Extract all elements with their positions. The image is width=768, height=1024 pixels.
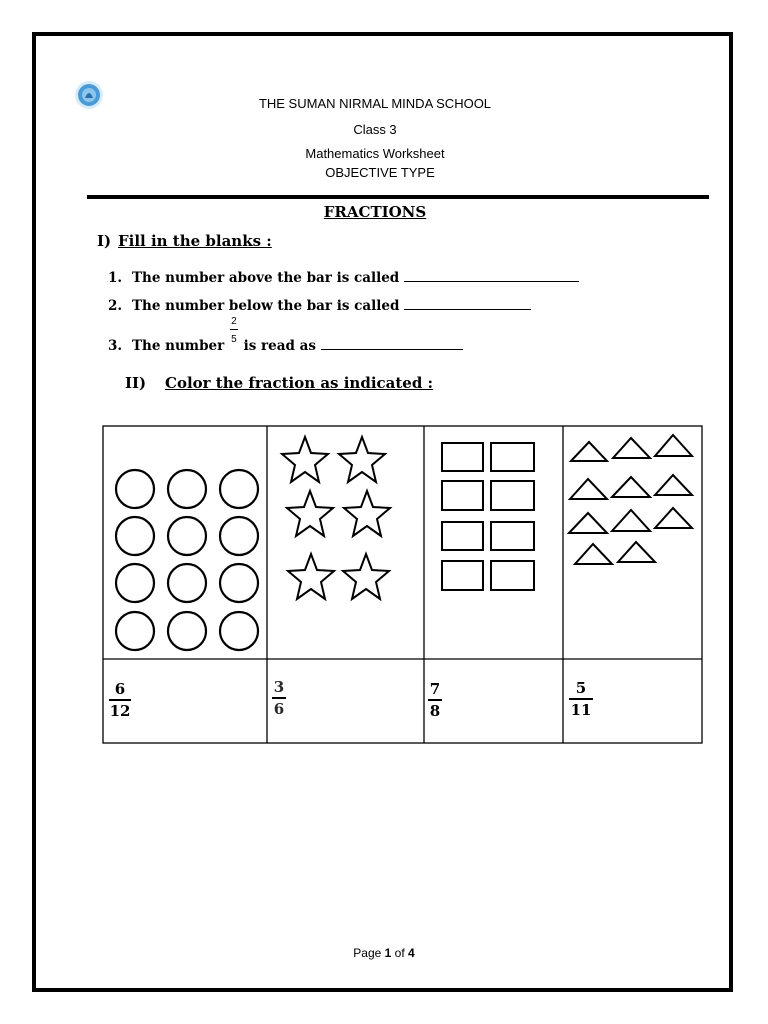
rectangle-shape[interactable] [442, 481, 483, 510]
star-shape[interactable] [282, 437, 328, 482]
triangle-group [569, 435, 692, 564]
circle-shape[interactable] [168, 612, 206, 650]
fraction-label-rectangles [428, 680, 442, 720]
triangle-shape[interactable] [655, 475, 692, 495]
rectangle-shape[interactable] [491, 522, 534, 550]
rectangle-shape[interactable] [442, 561, 483, 590]
table-frame [103, 426, 702, 743]
fraction-label-circles [109, 680, 131, 720]
triangle-shape[interactable] [655, 508, 692, 528]
rectangle-shape[interactable] [491, 443, 534, 471]
type-line: OBJECTIVE TYPE [325, 165, 435, 180]
footer-current-page: 1 [384, 946, 392, 960]
question-text-before: The number [132, 338, 225, 354]
triangle-shape[interactable] [612, 477, 650, 497]
fraction-denominator: 12 [109, 701, 131, 720]
circle-shape[interactable] [168, 470, 206, 508]
fraction-bar [272, 697, 286, 699]
star-shape[interactable] [287, 491, 333, 536]
triangle-shape[interactable] [612, 510, 650, 531]
question-text: The number below the bar is called [132, 298, 400, 314]
circle-shape[interactable] [168, 517, 206, 555]
circle-group [116, 470, 258, 650]
fraction-bar [428, 699, 442, 701]
rectangle-shape[interactable] [491, 561, 534, 590]
rectangle-shape[interactable] [442, 522, 483, 550]
triangle-shape[interactable] [575, 544, 612, 564]
triangle-shape[interactable] [569, 513, 607, 533]
section2-number: II) [125, 374, 147, 392]
question-number: 1. [108, 270, 123, 286]
question-text: The number above the bar is called [132, 270, 400, 286]
triangle-shape[interactable] [655, 435, 692, 456]
rectangle-shape[interactable] [491, 481, 534, 510]
circle-shape[interactable] [220, 564, 258, 602]
fraction-numerator: 6 [114, 680, 126, 698]
fraction-label-triangles [569, 679, 593, 719]
star-group [282, 437, 390, 599]
fraction-label-stars [272, 678, 286, 718]
fraction-denominator: 6 [273, 699, 285, 718]
fraction-denominator: 11 [570, 700, 592, 719]
footer-prefix: Page [353, 946, 382, 960]
footer-total-pages: 4 [408, 946, 415, 960]
school-name: THE SUMAN NIRMAL MINDA SCHOOL [258, 96, 492, 111]
fraction-numerator: 5 [575, 679, 587, 697]
section1-title: Fill in the blanks : [118, 232, 272, 250]
triangle-shape[interactable] [570, 479, 607, 499]
section1-number: I) [97, 232, 112, 250]
circle-shape[interactable] [220, 517, 258, 555]
footer-of: of [394, 946, 405, 960]
circle-shape[interactable] [220, 470, 258, 508]
page-footer [300, 946, 468, 960]
inline-fraction-denominator: 5 [231, 334, 237, 345]
triangle-shape[interactable] [613, 438, 650, 458]
question-number: 3. [108, 338, 123, 354]
class-line: Class 3 [353, 122, 397, 137]
rectangle-shape[interactable] [442, 443, 483, 471]
triangle-shape[interactable] [618, 542, 655, 562]
fraction-numerator: 3 [273, 678, 285, 696]
inline-fraction-numerator: 2 [231, 316, 237, 327]
page-title: FRACTIONS [323, 203, 427, 221]
circle-shape[interactable] [116, 517, 154, 555]
circle-shape[interactable] [168, 564, 206, 602]
fraction-bar [569, 698, 593, 700]
star-shape[interactable] [343, 554, 389, 599]
rectangle-group [442, 443, 534, 590]
worksheet-line: Mathematics Worksheet [305, 146, 445, 161]
circle-shape[interactable] [116, 564, 154, 602]
question-number: 2. [108, 298, 123, 314]
star-shape[interactable] [339, 437, 385, 482]
circle-shape[interactable] [116, 470, 154, 508]
fraction-denominator: 8 [429, 701, 441, 720]
fraction-numerator: 7 [429, 680, 441, 698]
triangle-shape[interactable] [571, 442, 607, 461]
star-shape[interactable] [344, 491, 390, 536]
star-shape[interactable] [288, 554, 334, 599]
circle-shape[interactable] [116, 612, 154, 650]
section2-title: Color the fraction as indicated : [165, 374, 434, 392]
fraction-bar [109, 699, 131, 701]
question-text-after: is read as [243, 338, 316, 354]
circle-shape[interactable] [220, 612, 258, 650]
